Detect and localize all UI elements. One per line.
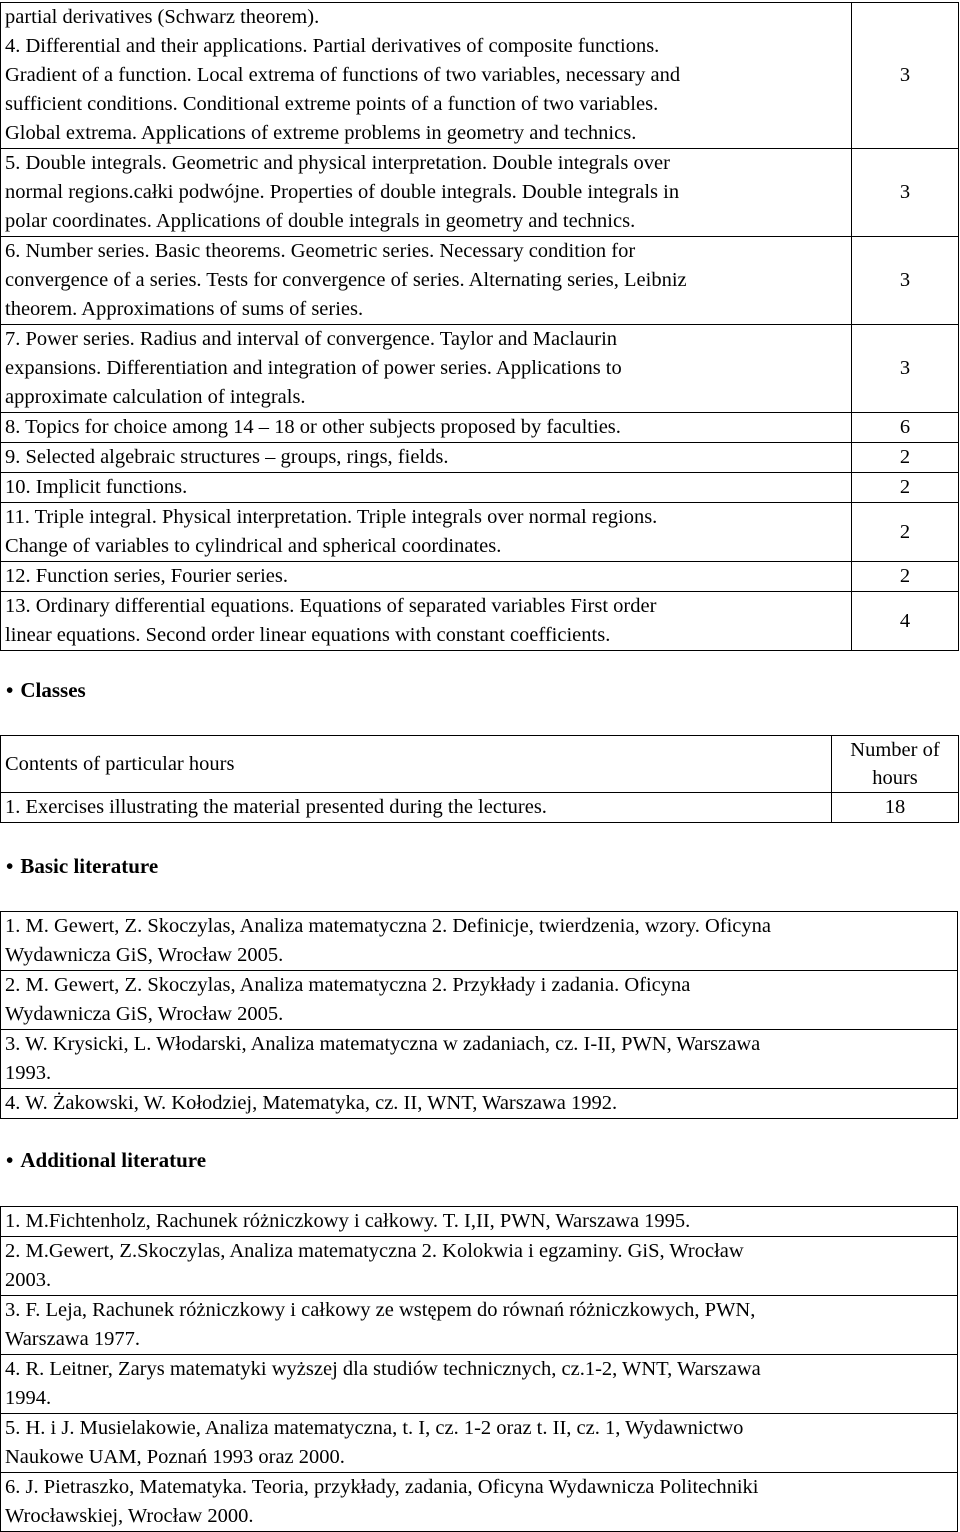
hours-cell (852, 473, 959, 503)
literature-cell (1, 1355, 958, 1414)
hours-value: 2 (899, 446, 911, 468)
bullet-icon: • (6, 1148, 14, 1172)
topic-line: 7. Power series. Radius and interval of convergence. Taylor and Maclaurin (5, 328, 618, 350)
topic-line: convergence of a series. Tests for convergence of series. Alternating series, Leibniz (5, 269, 687, 291)
hours-cell (852, 413, 959, 443)
topic-cell (1, 149, 852, 237)
literature-item (1, 1355, 958, 1414)
topic-cell (1, 3, 852, 149)
literature-line: Warszawa 1977. (5, 1328, 140, 1350)
topic-line: linear equations. Second order linear equations with constant coefficients. (5, 624, 611, 646)
topic-line: Global extrema. Applications of extreme problems in geometry and technics. (5, 122, 637, 144)
literature-line: 1994. (5, 1387, 52, 1409)
literature-line: Wrocławskiej, Wrocław 2000. (5, 1505, 254, 1527)
lecture-row (1, 237, 959, 325)
literature-line: 4. R. Leitner, Zarys matematyki wyższej dla studiów technicznych, cz.1-2, WNT, Warszawa (5, 1358, 761, 1380)
literature-line: 2. M.Gewert, Z.Skoczylas, Analiza matematyczna 2. Kolokwia i egzaminy. GiS, Wrocław (5, 1240, 744, 1262)
classes-hours-cell (832, 793, 959, 823)
lecture-row (1, 592, 959, 651)
hours-value: 3 (899, 64, 911, 86)
topic-line: 11. Triple integral. Physical interpretation. Triple integrals over normal regions. (5, 506, 658, 528)
literature-cell (1, 912, 958, 971)
bullet-icon: • (6, 678, 14, 702)
lecture-row (1, 3, 959, 149)
lecture-row (1, 325, 959, 413)
classes-hours-value: 18 (884, 796, 906, 818)
literature-line: 2. M. Gewert, Z. Skoczylas, Analiza matematyczna 2. Przykłady i zadania. Oficyna (5, 974, 691, 996)
classes-header-row (1, 736, 959, 793)
lecture-row (1, 473, 959, 503)
topic-line: polar coordinates. Applications of double integrals in geometry and technics. (5, 210, 636, 232)
topic-line: 6. Number series. Basic theorems. Geometric series. Necessary condition for (5, 240, 636, 262)
literature-cell (1, 1237, 958, 1296)
literature-item (1, 1414, 958, 1473)
basic-literature-heading (6, 852, 158, 881)
literature-item (1, 1473, 958, 1532)
literature-item (1, 971, 958, 1030)
additional-literature-body (1, 1207, 958, 1532)
hours-cell (852, 3, 959, 149)
topic-cell (1, 325, 852, 413)
hours-cell (852, 503, 959, 562)
lecture-row (1, 443, 959, 473)
hours-cell (852, 325, 959, 413)
literature-item (1, 1089, 958, 1119)
hours-value: 2 (899, 520, 911, 543)
literature-cell (1, 1473, 958, 1532)
lecture-row (1, 503, 959, 562)
topic-cell (1, 443, 852, 473)
hours-value: 3 (899, 269, 911, 291)
hours-value: 6 (899, 416, 911, 438)
topic-line: 8. Topics for choice among 14 – 18 or other subjects proposed by faculties. (5, 416, 621, 438)
classes-body (1, 793, 959, 823)
literature-cell (1, 971, 958, 1030)
topic-cell (1, 473, 852, 503)
literature-cell (1, 1089, 958, 1119)
topic-line: 10. Implicit functions. (5, 476, 188, 498)
literature-item (1, 1030, 958, 1089)
lecture-topics-body (1, 3, 959, 651)
literature-line: Naukowe UAM, Poznań 1993 oraz 2000. (5, 1446, 345, 1468)
literature-line: 2003. (5, 1269, 52, 1291)
literature-line: 1. M. Gewert, Z. Skoczylas, Analiza matematyczna 2. Definicje, twierdzenia, wzory. Oficyna (5, 915, 771, 937)
hours-value: 2 (899, 476, 911, 498)
classes-heading (6, 676, 86, 705)
hours-cell (852, 592, 959, 651)
topic-cell (1, 413, 852, 443)
lecture-row (1, 562, 959, 592)
literature-line: 1. M.Fichtenholz, Rachunek różniczkowy i całkowy. T. I,II, PWN, Warszawa 1995. (5, 1210, 691, 1232)
topic-line: 4. Differential and their applications. Partial derivatives of composite functions. (5, 35, 660, 57)
topic-line: theorem. Approximations of sums of series. (5, 298, 364, 320)
additional-literature-heading-text: Additional literature (20, 1148, 207, 1172)
literature-line: 5. H. i J. Musielakowie, Analiza matematyczna, t. I, cz. 1-2 oraz t. II, cz. 1, Wydawnictwo (5, 1417, 744, 1439)
literature-cell (1, 1207, 958, 1237)
literature-item (1, 912, 958, 971)
literature-line: 4. W. Żakowski, W. Kołodziej, Matematyka, cz. II, WNT, Warszawa 1992. (5, 1092, 618, 1114)
basic-literature-list (0, 911, 958, 1119)
topic-line: 9. Selected algebraic structures – groups, rings, fields. (5, 446, 449, 468)
topic-line: partial derivatives (Schwarz theorem). (5, 6, 320, 28)
topic-line: expansions. Differentiation and integration of power series. Applications to (5, 357, 622, 379)
basic-literature-body (1, 912, 958, 1119)
basic-literature-heading-text: Basic literature (20, 854, 159, 878)
topic-line: Change of variables to cylindrical and spherical coordinates. (5, 535, 502, 557)
topic-cell (1, 562, 852, 592)
lecture-row (1, 149, 959, 237)
classes-table (0, 735, 959, 823)
hours-header-cell (832, 736, 959, 793)
hours-cell (852, 149, 959, 237)
topic-line: 13. Ordinary differential equations. Equations of separated variables First order (5, 595, 657, 617)
classes-content-cell (1, 793, 832, 823)
literature-line: 3. W. Krysicki, L. Włodarski, Analiza matematyczna w zadaniach, cz. I-II, PWN, Warszawa (5, 1033, 761, 1055)
topic-line: approximate calculation of integrals. (5, 386, 306, 408)
literature-line: 1993. (5, 1062, 52, 1084)
topic-line: 12. Function series, Fourier series. (5, 565, 288, 587)
contents-header-label: Contents of particular hours (5, 752, 235, 775)
classes-heading-text: Classes (20, 678, 86, 702)
bullet-icon: • (6, 854, 14, 878)
topic-line: 5. Double integrals. Geometric and physical interpretation. Double integrals over (5, 152, 670, 174)
topic-cell (1, 592, 852, 651)
literature-item (1, 1237, 958, 1296)
classes-content-text: 1. Exercises illustrating the material presented during the lectures. (5, 796, 547, 818)
lecture-topics-table (0, 2, 959, 651)
literature-item (1, 1296, 958, 1355)
topic-line: normal regions.całki podwójne. Properties of double integrals. Double integrals in (5, 181, 680, 203)
hours-cell (852, 562, 959, 592)
topic-cell (1, 237, 852, 325)
literature-cell (1, 1414, 958, 1473)
literature-line: Wydawnicza GiS, Wrocław 2005. (5, 1003, 284, 1025)
hours-cell (852, 443, 959, 473)
hours-value: 2 (899, 565, 911, 587)
literature-line: 6. J. Pietraszko, Matematyka. Teoria, przykłady, zadania, Oficyna Wydawnicza Politechniki (5, 1476, 759, 1498)
literature-item (1, 1207, 958, 1237)
literature-cell (1, 1030, 958, 1089)
topic-cell (1, 503, 852, 562)
hours-header-line: hours (872, 767, 918, 789)
literature-line: 3. F. Leja, Rachunek różniczkowy i całkowy ze wstępem do równań różniczkowych, PWN, (5, 1299, 756, 1321)
hours-header-line: Number of (850, 739, 940, 761)
literature-cell (1, 1296, 958, 1355)
topic-line: sufficient conditions. Conditional extreme points of a function of two variables. (5, 93, 659, 115)
classes-row (1, 793, 959, 823)
contents-header-cell (1, 736, 832, 793)
topic-line: Gradient of a function. Local extrema of functions of two variables, necessary and (5, 64, 681, 86)
hours-value: 4 (899, 609, 911, 632)
additional-literature-list (0, 1206, 958, 1532)
hours-value: 3 (899, 181, 911, 203)
literature-line: Wydawnicza GiS, Wrocław 2005. (5, 944, 284, 966)
hours-cell (852, 237, 959, 325)
lecture-row (1, 413, 959, 443)
additional-literature-heading (6, 1146, 206, 1175)
hours-value: 3 (899, 357, 911, 379)
